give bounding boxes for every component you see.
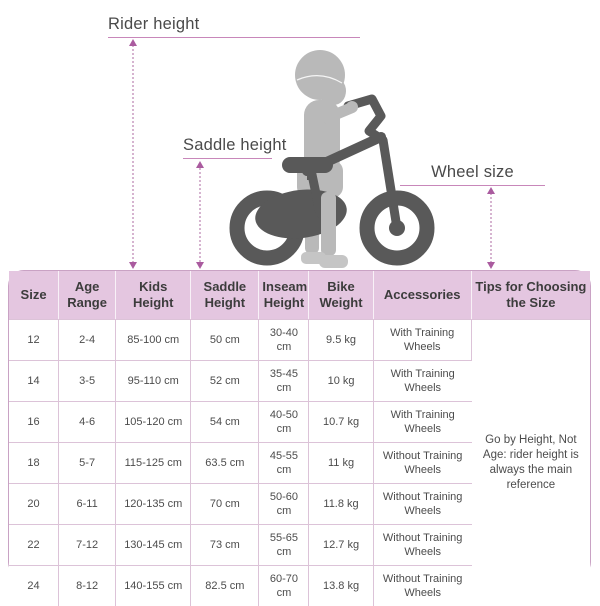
cell-age-range: 3-5 <box>59 360 116 401</box>
cell-saddle-height: 50 cm <box>191 319 259 360</box>
cell-accessories: Without Training Wheels <box>374 524 472 565</box>
arrow-up-icon <box>196 161 204 168</box>
wheel-size-arrow-icon <box>490 190 492 266</box>
cell-inseam-height: 30-40 cm <box>259 319 309 360</box>
cell-accessories: With Training Wheels <box>374 360 472 401</box>
cell-age-range: 4-6 <box>59 401 116 442</box>
size-chart-card <box>8 270 591 599</box>
table-row <box>9 319 590 360</box>
cell-age-range: 7-12 <box>59 524 116 565</box>
cell-bike-weight: 13.8 kg <box>309 565 373 606</box>
arrow-up-icon <box>487 187 495 194</box>
cell-bike-weight: 10 kg <box>309 360 373 401</box>
cell-bike-weight: 12.7 kg <box>309 524 373 565</box>
saddle-height-arrow-icon <box>199 164 201 266</box>
saddle-height-label <box>183 136 287 159</box>
rider-height-arrow-icon <box>132 42 134 266</box>
arrow-down-icon <box>129 262 137 269</box>
hero-illustration-section <box>0 0 600 270</box>
cell-saddle-height: 82.5 cm <box>191 565 259 606</box>
cell-inseam-height: 40-50 cm <box>259 401 309 442</box>
cell-kids-height: 115-125 cm <box>116 442 191 483</box>
cell-size: 24 <box>9 565 59 606</box>
cell-accessories: Without Training Wheels <box>374 442 472 483</box>
arrow-down-icon <box>487 262 495 269</box>
cell-size: 14 <box>9 360 59 401</box>
table-header-row <box>9 271 590 319</box>
cell-size: 16 <box>9 401 59 442</box>
cell-kids-height: 95-110 cm <box>116 360 191 401</box>
header-accessories: Accessories <box>374 271 472 319</box>
cell-accessories: Without Training Wheels <box>374 565 472 606</box>
cell-kids-height: 105-120 cm <box>116 401 191 442</box>
arrow-up-icon <box>129 39 137 46</box>
cell-kids-height: 130-145 cm <box>116 524 191 565</box>
cell-age-range: 2-4 <box>59 319 116 360</box>
header-inseam-height: Inseam Height <box>259 271 309 319</box>
header-kids-height: Kids Height <box>116 271 191 319</box>
cell-inseam-height: 60-70 cm <box>259 565 309 606</box>
cell-size: 12 <box>9 319 59 360</box>
wheel-size-label <box>400 163 545 186</box>
cell-inseam-height: 55-65 cm <box>259 524 309 565</box>
cell-accessories: With Training Wheels <box>374 401 472 442</box>
cell-age-range: 6-11 <box>59 483 116 524</box>
size-chart-table <box>9 271 590 606</box>
header-saddle-height: Saddle Height <box>191 271 259 319</box>
cell-accessories: Without Training Wheels <box>374 483 472 524</box>
cell-bike-weight: 11 kg <box>309 442 373 483</box>
cell-saddle-height: 73 cm <box>191 524 259 565</box>
rider-height-text: Rider height <box>108 15 200 33</box>
cell-inseam-height: 45-55 cm <box>259 442 309 483</box>
saddle-icon <box>282 157 333 173</box>
cell-size: 22 <box>9 524 59 565</box>
cell-inseam-height: 35-45 cm <box>259 360 309 401</box>
cell-kids-height: 120-135 cm <box>116 483 191 524</box>
cell-kids-height: 85-100 cm <box>116 319 191 360</box>
header-size: Size <box>9 271 59 319</box>
header-tips: Tips for Choosing the Size <box>472 271 590 319</box>
wheel-size-text: Wheel size <box>431 163 514 181</box>
cell-accessories: With Training Wheels <box>374 319 472 360</box>
rider-height-label <box>108 15 360 38</box>
header-bike-weight: Bike Weight <box>309 271 373 319</box>
cell-saddle-height: 63.5 cm <box>191 442 259 483</box>
cell-kids-height: 140-155 cm <box>116 565 191 606</box>
arrow-down-icon <box>196 262 204 269</box>
cell-saddle-height: 54 cm <box>191 401 259 442</box>
cell-bike-weight: 11.8 kg <box>309 483 373 524</box>
cell-saddle-height: 52 cm <box>191 360 259 401</box>
cell-size: 18 <box>9 442 59 483</box>
cell-bike-weight: 10.7 kg <box>309 401 373 442</box>
cell-bike-weight: 9.5 kg <box>309 319 373 360</box>
saddle-height-text: Saddle height <box>183 136 287 154</box>
cell-age-range: 8-12 <box>59 565 116 606</box>
cell-saddle-height: 70 cm <box>191 483 259 524</box>
header-age-range: Age Range <box>59 271 116 319</box>
cell-age-range: 5-7 <box>59 442 116 483</box>
cell-size: 20 <box>9 483 59 524</box>
tips-cell: Go by Height, Not Age: rider height is always the main reference <box>472 319 590 606</box>
cell-inseam-height: 50-60 cm <box>259 483 309 524</box>
